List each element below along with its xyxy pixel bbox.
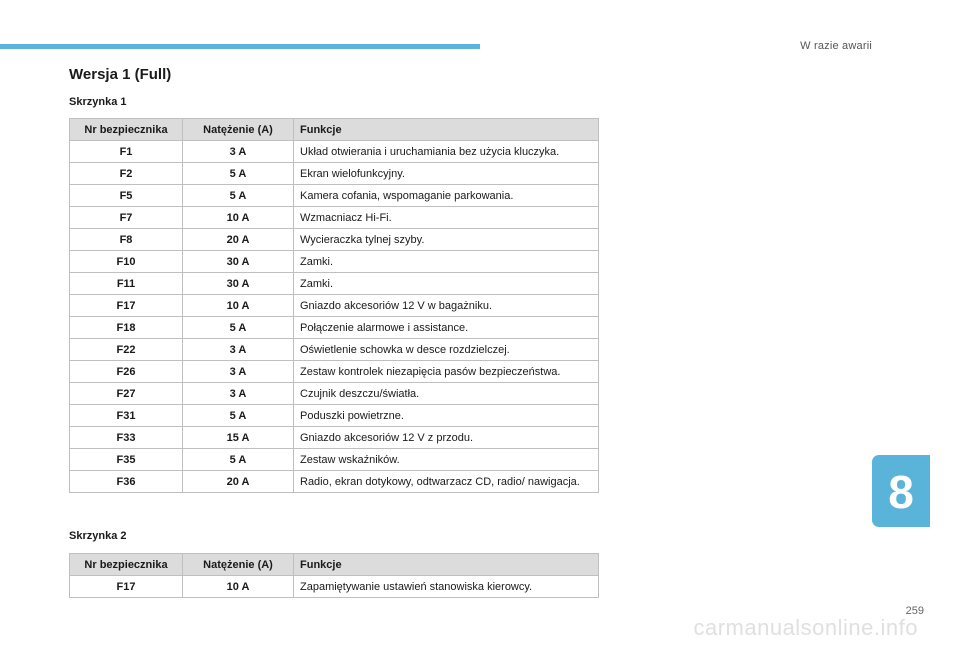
table-row: [70, 185, 599, 207]
amperage-cell: 5 A: [183, 317, 294, 339]
amperage-cell: 3 A: [183, 361, 294, 383]
amperage-cell: 30 A: [183, 251, 294, 273]
page-title: Wersja 1 (Full): [69, 66, 172, 83]
amperage-cell: 5 A: [183, 449, 294, 471]
column-header-fuse-number: Nr bezpiecznika: [70, 554, 183, 576]
fuse-number-cell: F31: [70, 405, 183, 427]
function-cell: Gniazdo akcesoriów 12 V w bagażniku.: [294, 295, 599, 317]
function-cell: Wycieraczka tylnej szyby.: [294, 229, 599, 251]
table-row: [70, 141, 599, 163]
table-row: [70, 251, 599, 273]
fuse-number-cell: F2: [70, 163, 183, 185]
table-row: [70, 207, 599, 229]
table-row: [70, 576, 599, 598]
function-cell: Układ otwierania i uruchamiania bez użycia kluczyka.: [294, 141, 599, 163]
function-cell: Zamki.: [294, 251, 599, 273]
amperage-cell: 3 A: [183, 141, 294, 163]
function-cell: Ekran wielofunkcyjny.: [294, 163, 599, 185]
function-cell: Czujnik deszczu/światła.: [294, 383, 599, 405]
fuse-number-cell: F18: [70, 317, 183, 339]
amperage-cell: 5 A: [183, 405, 294, 427]
table-header-row: [70, 119, 599, 141]
column-header-functions: Funkcje: [294, 554, 599, 576]
function-cell: Poduszki powietrzne.: [294, 405, 599, 427]
table-row: [70, 273, 599, 295]
column-header-amperage: Natężenie (A): [183, 554, 294, 576]
table-row: [70, 405, 599, 427]
fuse-number-cell: F27: [70, 383, 183, 405]
table-row: [70, 229, 599, 251]
function-cell: Radio, ekran dotykowy, odtwarzacz CD, radio/ nawigacja.: [294, 471, 599, 493]
fuse-number-cell: F8: [70, 229, 183, 251]
amperage-cell: 10 A: [183, 207, 294, 229]
fuse-table-box2: [69, 553, 599, 598]
function-cell: Zestaw kontrolek niezapięcia pasów bezpieczeństwa.: [294, 361, 599, 383]
fuse-number-cell: F1: [70, 141, 183, 163]
fuse-table-box2-body: [70, 576, 599, 598]
amperage-cell: 20 A: [183, 229, 294, 251]
fuse-number-cell: F11: [70, 273, 183, 295]
table-row: [70, 339, 599, 361]
function-cell: Gniazdo akcesoriów 12 V z przodu.: [294, 427, 599, 449]
table-row: [70, 471, 599, 493]
chapter-number: 8: [888, 466, 914, 518]
function-cell: Zestaw wskaźników.: [294, 449, 599, 471]
table-row: [70, 427, 599, 449]
fuse-number-cell: F26: [70, 361, 183, 383]
fuse-number-cell: F35: [70, 449, 183, 471]
chapter-tab: [872, 455, 930, 527]
amperage-cell: 5 A: [183, 185, 294, 207]
fuse-number-cell: F17: [70, 576, 183, 598]
fuse-number-cell: F5: [70, 185, 183, 207]
table-row: [70, 295, 599, 317]
function-cell: Wzmacniacz Hi-Fi.: [294, 207, 599, 229]
table-row: [70, 361, 599, 383]
table-row: [70, 163, 599, 185]
fuse-number-cell: F7: [70, 207, 183, 229]
box2-title: Skrzynka 2: [69, 530, 127, 542]
table-header-row: [70, 554, 599, 576]
function-cell: Zamki.: [294, 273, 599, 295]
fuse-number-cell: F17: [70, 295, 183, 317]
table-row: [70, 317, 599, 339]
amperage-cell: 20 A: [183, 471, 294, 493]
table-row: [70, 383, 599, 405]
function-cell: Oświetlenie schowka w desce rozdzielczej.: [294, 339, 599, 361]
amperage-cell: 10 A: [183, 295, 294, 317]
column-header-fuse-number: Nr bezpiecznika: [70, 119, 183, 141]
function-cell: Połączenie alarmowe i assistance.: [294, 317, 599, 339]
amperage-cell: 15 A: [183, 427, 294, 449]
top-accent-bar: [0, 44, 480, 49]
section-header: W razie awarii: [800, 40, 872, 52]
column-header-functions: Funkcje: [294, 119, 599, 141]
box1-title: Skrzynka 1: [69, 96, 127, 108]
table-row: [70, 449, 599, 471]
fuse-table-box1-body: [70, 141, 599, 493]
amperage-cell: 3 A: [183, 383, 294, 405]
fuse-number-cell: F10: [70, 251, 183, 273]
fuse-table-box1: [69, 118, 599, 493]
amperage-cell: 3 A: [183, 339, 294, 361]
amperage-cell: 5 A: [183, 163, 294, 185]
fuse-number-cell: F36: [70, 471, 183, 493]
fuse-number-cell: F33: [70, 427, 183, 449]
function-cell: Kamera cofania, wspomaganie parkowania.: [294, 185, 599, 207]
column-header-amperage: Natężenie (A): [183, 119, 294, 141]
amperage-cell: 10 A: [183, 576, 294, 598]
amperage-cell: 30 A: [183, 273, 294, 295]
watermark: carmanualsonline.info: [693, 615, 918, 640]
fuse-number-cell: F22: [70, 339, 183, 361]
function-cell: Zapamiętywanie ustawień stanowiska kierowcy.: [294, 576, 599, 598]
page-number: 259: [905, 605, 924, 617]
